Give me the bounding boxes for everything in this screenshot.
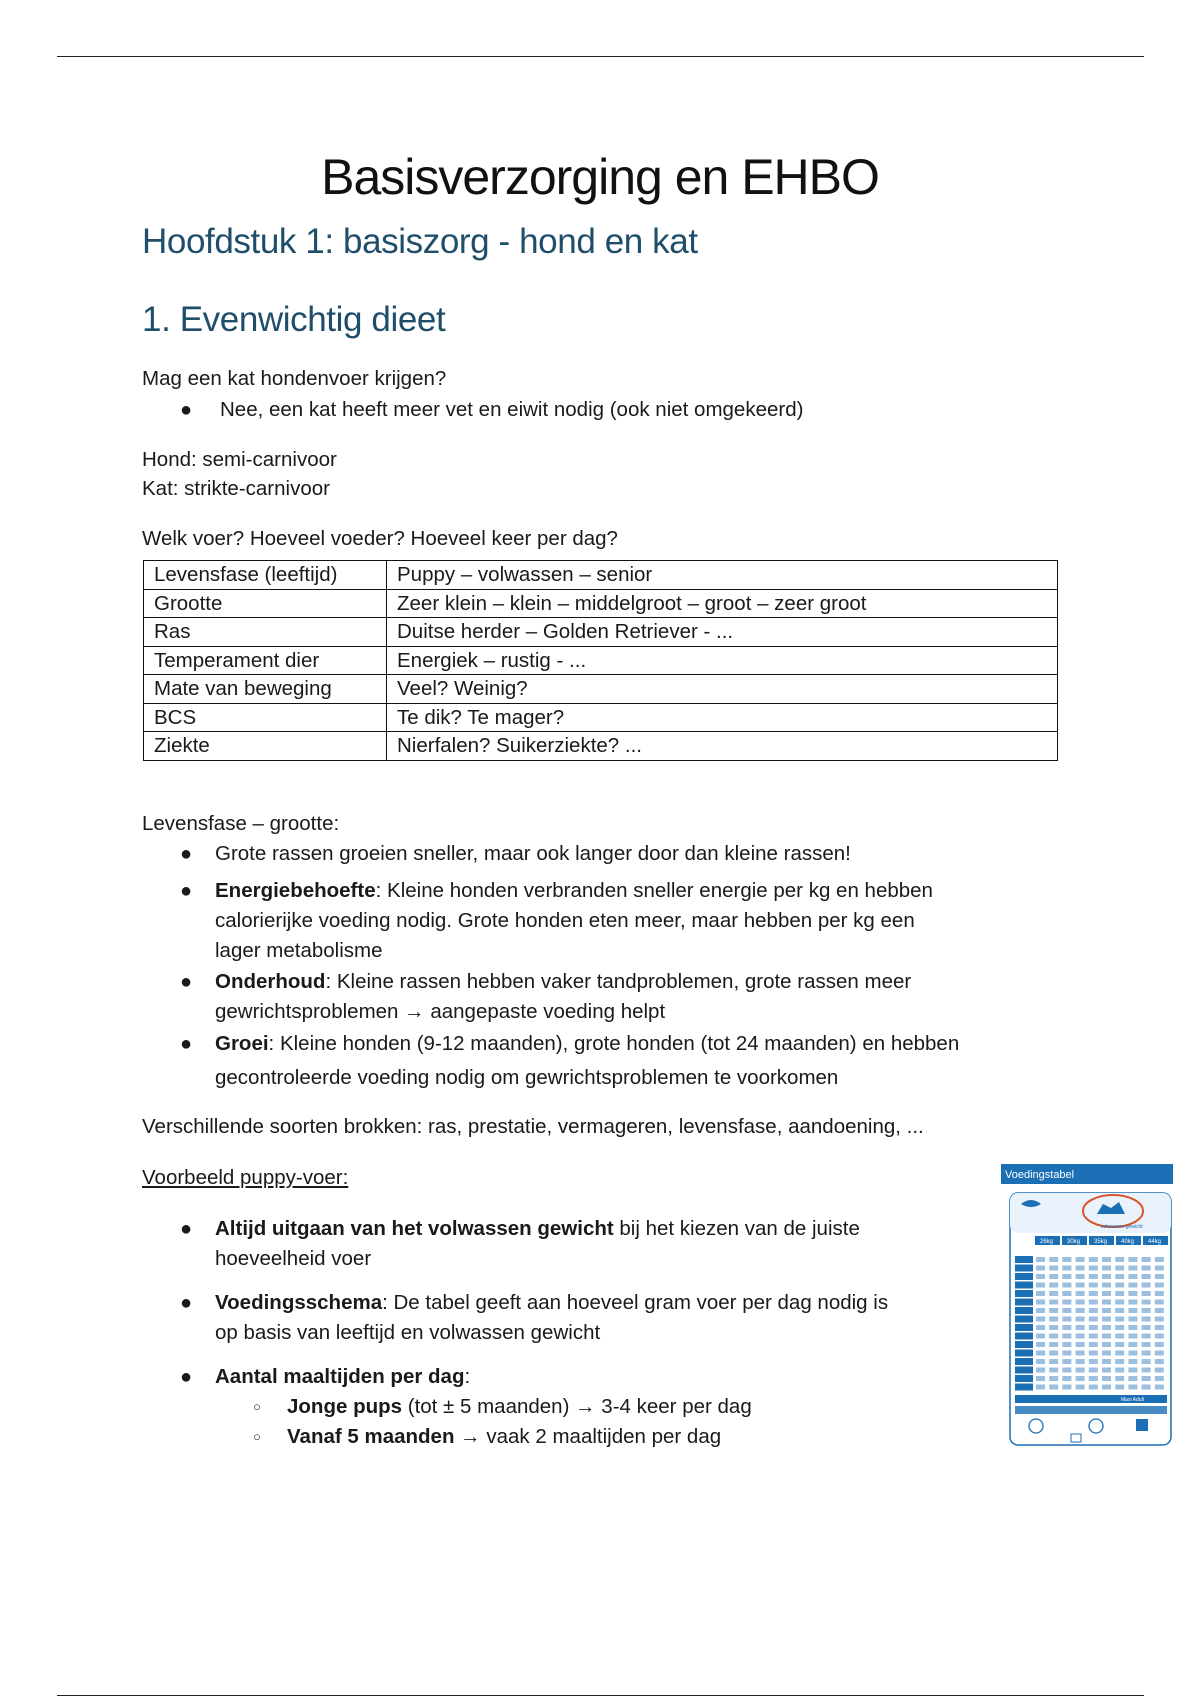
- feeding-value-cell: [1076, 1385, 1085, 1390]
- feeding-value-cell: [1115, 1368, 1124, 1373]
- table-cell-key: Grootte: [144, 589, 387, 618]
- circle-bullet-icon: ○: [253, 1429, 261, 1444]
- list-item-text: gewrichtsproblemen → aangepaste voeding helpt: [215, 1000, 666, 1023]
- feeding-value-cell: [1049, 1266, 1058, 1271]
- feeding-value-cell: [1049, 1283, 1058, 1288]
- feeding-value-cell: [1076, 1317, 1085, 1322]
- feeding-value-cell: [1036, 1342, 1045, 1347]
- feeding-value-cell: [1102, 1300, 1111, 1305]
- feeding-value-cell: [1142, 1359, 1151, 1364]
- feeding-value-cell: [1128, 1257, 1137, 1262]
- feeding-value-cell: [1049, 1300, 1058, 1305]
- list-item-text: → vaak 2 maaltijden per dag: [454, 1425, 722, 1448]
- table-cell-value: Puppy – volwassen – senior: [387, 561, 1058, 590]
- feeding-value-cell: [1115, 1334, 1124, 1339]
- feeding-value-cell: [1089, 1317, 1098, 1322]
- feeding-value-cell: [1155, 1283, 1164, 1288]
- water-icon: [1136, 1419, 1148, 1431]
- age-cell: [1015, 1307, 1033, 1314]
- list-item-text: (tot ± 5 maanden) → 3-4 keer per dag: [402, 1395, 752, 1418]
- feeding-table-title: Voedingstabel: [1005, 1169, 1075, 1181]
- table-cell-value: Te dik? Te mager?: [387, 703, 1058, 732]
- age-cell: [1015, 1299, 1033, 1306]
- feeding-value-cell: [1049, 1291, 1058, 1296]
- feeding-value-cell: [1049, 1317, 1058, 1322]
- table-cell-value: Zeer klein – klein – middelgroot – groot – zeer groot: [387, 589, 1058, 618]
- feeding-table-top: [1010, 1193, 1171, 1233]
- feeding-value-cell: [1128, 1317, 1137, 1322]
- feeding-value-cell: [1155, 1257, 1164, 1262]
- age-cell: [1015, 1341, 1033, 1348]
- list-item-text: lager metabolisme: [215, 939, 383, 962]
- feeding-value-cell: [1089, 1342, 1098, 1347]
- feeding-value-cell: [1089, 1376, 1098, 1381]
- feeding-value-cell: [1155, 1325, 1164, 1330]
- table-row: [144, 646, 1058, 675]
- bold-term: Aantal maaltijden per dag: [215, 1365, 465, 1388]
- feeding-value-cell: [1089, 1351, 1098, 1356]
- feeding-value-cell: [1102, 1283, 1111, 1288]
- feeding-value-cell: [1142, 1325, 1151, 1330]
- feeding-value-cell: [1036, 1257, 1045, 1262]
- feeding-value-cell: [1102, 1274, 1111, 1279]
- age-cell: [1015, 1324, 1033, 1331]
- feeding-value-cell: [1155, 1359, 1164, 1364]
- answer-text: Nee, een kat heeft meer vet en eiwit nodig (ook niet omgekeerd): [220, 398, 804, 421]
- feeding-value-cell: [1128, 1334, 1137, 1339]
- feeding-value-cell: [1062, 1325, 1071, 1330]
- feeding-value-cell: [1155, 1351, 1164, 1356]
- feeding-value-cell: [1062, 1300, 1071, 1305]
- kibble-types-text: Verschillende soorten brokken: ras, prestatie, vermageren, levensfase, aandoening, ...: [142, 1115, 924, 1138]
- feeding-value-cell: [1128, 1351, 1137, 1356]
- feeding-value-cell: [1062, 1385, 1071, 1390]
- feeding-value-cell: [1102, 1325, 1111, 1330]
- list-item-text: : De tabel geeft aan hoeveel gram voer per dag nodig is: [382, 1291, 889, 1314]
- feeding-value-cell: [1115, 1376, 1124, 1381]
- list-item-text: op basis van leeftijd en volwassen gewicht: [215, 1321, 601, 1344]
- footer-rule: [57, 1695, 1144, 1696]
- weight-header-label: 26kg: [1040, 1239, 1054, 1245]
- feeding-value-cell: [1036, 1291, 1045, 1296]
- feeding-value-cell: [1128, 1300, 1137, 1305]
- feeding-value-cell: [1049, 1257, 1058, 1262]
- feeding-value-cell: [1115, 1257, 1124, 1262]
- lifestage-heading: Levensfase – grootte:: [142, 812, 340, 835]
- feeding-value-cell: [1076, 1325, 1085, 1330]
- feeding-value-cell: [1115, 1317, 1124, 1322]
- cat-type-text: Kat: strikte-carnivoor: [142, 477, 330, 500]
- list-item-text: : Kleine honden (9-12 maanden), grote honden (tot 24 maanden) en hebben: [268, 1032, 960, 1055]
- feeding-value-cell: [1089, 1300, 1098, 1305]
- weight-header-label: 40kg: [1121, 1239, 1135, 1245]
- list-item-text: bij het kiezen van de juiste: [613, 1217, 860, 1240]
- feeding-value-cell: [1102, 1359, 1111, 1364]
- feeding-value-cell: [1036, 1274, 1045, 1279]
- feeding-value-cell: [1155, 1274, 1164, 1279]
- age-cell: [1015, 1316, 1033, 1323]
- feeding-value-cell: [1102, 1291, 1111, 1296]
- header-rule: [57, 56, 1144, 57]
- feeding-value-cell: [1142, 1317, 1151, 1322]
- feeding-value-cell: [1115, 1325, 1124, 1330]
- circle-bullet-icon: ○: [253, 1399, 261, 1414]
- feeding-value-cell: [1128, 1291, 1137, 1296]
- feeding-value-cell: [1115, 1266, 1124, 1271]
- age-cell: [1015, 1256, 1033, 1263]
- age-cell: [1015, 1273, 1033, 1280]
- feeding-value-cell: [1102, 1266, 1111, 1271]
- question-text: Mag een kat hondenvoer krijgen?: [142, 367, 447, 390]
- footer-label: Maxi Adult: [1121, 1397, 1145, 1403]
- feeding-value-cell: [1128, 1266, 1137, 1271]
- feeding-value-cell: [1089, 1385, 1098, 1390]
- feeding-value-cell: [1115, 1351, 1124, 1356]
- feeding-value-cell: [1128, 1325, 1137, 1330]
- feeding-value-cell: [1102, 1351, 1111, 1356]
- feeding-value-cell: [1076, 1351, 1085, 1356]
- age-cell: [1015, 1384, 1033, 1391]
- table-cell-key: Ziekte: [144, 732, 387, 761]
- table-cell-value: Nierfalen? Suikerziekte? ...: [387, 732, 1058, 761]
- age-cell: [1015, 1358, 1033, 1365]
- bullet-icon: ●: [180, 1218, 193, 1240]
- table-row: [144, 561, 1058, 590]
- feeding-value-cell: [1102, 1376, 1111, 1381]
- feeding-value-cell: [1128, 1359, 1137, 1364]
- feeding-value-cell: [1076, 1266, 1085, 1271]
- feeding-value-cell: [1089, 1334, 1098, 1339]
- feeding-value-cell: [1142, 1283, 1151, 1288]
- feeding-value-cell: [1062, 1291, 1071, 1296]
- list-item-text: Grote rassen groeien sneller, maar ook langer door dan kleine rassen!: [215, 842, 851, 865]
- chapter-heading: Hoofdstuk 1: basiszorg - hond en kat: [142, 222, 698, 261]
- bullet-icon: ●: [180, 971, 193, 993]
- feeding-value-cell: [1142, 1376, 1151, 1381]
- list-item-text: : Kleine rassen hebben vaker tandproblemen, grote rassen meer: [325, 970, 912, 993]
- feeding-value-cell: [1036, 1351, 1045, 1356]
- feeding-value-cell: [1062, 1266, 1071, 1271]
- feeding-value-cell: [1115, 1359, 1124, 1364]
- table-cell-key: BCS: [144, 703, 387, 732]
- table-row: [144, 732, 1058, 761]
- table-row: [144, 618, 1058, 647]
- feeding-value-cell: [1155, 1291, 1164, 1296]
- feeding-value-cell: [1062, 1351, 1071, 1356]
- feeding-value-cell: [1049, 1385, 1058, 1390]
- bold-term: Jonge pups: [287, 1395, 403, 1418]
- feeding-value-cell: [1142, 1308, 1151, 1313]
- age-cell: [1015, 1282, 1033, 1289]
- feeding-value-cell: [1076, 1257, 1085, 1262]
- bold-term: Groei: [215, 1032, 269, 1055]
- feeding-value-cell: [1155, 1376, 1164, 1381]
- feeding-value-cell: [1142, 1300, 1151, 1305]
- factors-table: [143, 560, 1058, 761]
- feeding-value-cell: [1142, 1266, 1151, 1271]
- age-cell: [1015, 1265, 1033, 1272]
- feeding-value-cell: [1115, 1342, 1124, 1347]
- bullet-icon: ●: [180, 843, 193, 865]
- bold-term: Altijd uitgaan van het volwassen gewicht: [215, 1217, 614, 1240]
- feeding-value-cell: [1049, 1274, 1058, 1279]
- feeding-value-cell: [1076, 1368, 1085, 1373]
- food-question-text: Welk voer? Hoeveel voeder? Hoeveel keer per dag?: [142, 527, 618, 550]
- feeding-value-cell: [1076, 1308, 1085, 1313]
- feeding-value-cell: [1115, 1291, 1124, 1296]
- bold-term: Energiebehoefte: [215, 879, 376, 902]
- feeding-value-cell: [1128, 1368, 1137, 1373]
- feeding-value-cell: [1102, 1334, 1111, 1339]
- feeding-value-cell: [1036, 1325, 1045, 1330]
- bullet-icon: ●: [180, 1033, 193, 1055]
- feeding-value-cell: [1076, 1376, 1085, 1381]
- feeding-value-cell: [1142, 1274, 1151, 1279]
- feeding-value-cell: [1102, 1342, 1111, 1347]
- feeding-value-cell: [1076, 1359, 1085, 1364]
- feeding-value-cell: [1128, 1274, 1137, 1279]
- age-cell: [1015, 1290, 1033, 1297]
- feeding-value-cell: [1115, 1308, 1124, 1313]
- feeding-value-cell: [1049, 1351, 1058, 1356]
- feeding-value-cell: [1036, 1266, 1045, 1271]
- feeding-value-cell: [1115, 1385, 1124, 1390]
- feeding-table-legend-bar: [1015, 1406, 1167, 1414]
- feeding-value-cell: [1036, 1308, 1045, 1313]
- list-item-text: calorierijke voeding nodig. Grote honden eten meer, maar hebben per kg een: [215, 909, 915, 932]
- feeding-value-cell: [1036, 1317, 1045, 1322]
- feeding-value-cell: [1076, 1300, 1085, 1305]
- feeding-value-cell: [1062, 1274, 1071, 1279]
- feeding-value-cell: [1142, 1351, 1151, 1356]
- table-cell-key: Mate van beweging: [144, 675, 387, 704]
- feeding-value-cell: [1062, 1334, 1071, 1339]
- table-row: [144, 675, 1058, 704]
- table-cell-key: Ras: [144, 618, 387, 647]
- feeding-value-cell: [1036, 1385, 1045, 1390]
- feeding-value-cell: [1102, 1317, 1111, 1322]
- bold-term: Voedingsschema: [215, 1291, 383, 1314]
- feeding-value-cell: [1142, 1291, 1151, 1296]
- feeding-value-cell: [1062, 1257, 1071, 1262]
- feeding-value-cell: [1102, 1385, 1111, 1390]
- list-item-text: hoeveelheid voer: [215, 1247, 372, 1270]
- feeding-value-cell: [1049, 1376, 1058, 1381]
- table-cell-value: Veel? Weinig?: [387, 675, 1058, 704]
- table-cell-value: Energiek – rustig - ...: [387, 646, 1058, 675]
- bullet-icon: ●: [180, 1292, 193, 1314]
- feeding-table-image: [1001, 1164, 1173, 1446]
- feeding-value-cell: [1062, 1359, 1071, 1364]
- weight-header-label: 30kg: [1067, 1239, 1081, 1245]
- age-cell: [1015, 1333, 1033, 1340]
- feeding-value-cell: [1102, 1368, 1111, 1373]
- bold-term: Onderhoud: [215, 970, 326, 993]
- age-cell: [1015, 1350, 1033, 1357]
- feeding-value-cell: [1049, 1342, 1058, 1347]
- feeding-value-cell: [1155, 1368, 1164, 1373]
- feeding-value-cell: [1089, 1274, 1098, 1279]
- feeding-value-cell: [1049, 1334, 1058, 1339]
- feeding-value-cell: [1076, 1283, 1085, 1288]
- feeding-table-footer-bar: [1015, 1395, 1167, 1403]
- feeding-value-cell: [1062, 1376, 1071, 1381]
- bullet-icon: ●: [180, 1366, 193, 1388]
- age-cell: [1015, 1375, 1033, 1382]
- table-cell-key: Levensfase (leeftijd): [144, 561, 387, 590]
- list-item-text: gecontroleerde voeding nodig om gewrichtsproblemen te voorkomen: [215, 1066, 839, 1089]
- weight-header-label: 44kg: [1148, 1239, 1162, 1245]
- feeding-value-cell: [1089, 1359, 1098, 1364]
- feeding-value-cell: [1089, 1266, 1098, 1271]
- feeding-value-cell: [1089, 1291, 1098, 1296]
- feeding-value-cell: [1089, 1368, 1098, 1373]
- feeding-value-cell: [1036, 1359, 1045, 1364]
- feeding-value-cell: [1062, 1368, 1071, 1373]
- feeding-value-cell: [1128, 1376, 1137, 1381]
- dog-type-text: Hond: semi-carnivoor: [142, 448, 337, 471]
- feeding-value-cell: [1155, 1300, 1164, 1305]
- feeding-value-cell: [1036, 1368, 1045, 1373]
- feeding-value-cell: [1142, 1342, 1151, 1347]
- feeding-value-cell: [1062, 1283, 1071, 1288]
- feeding-value-cell: [1036, 1300, 1045, 1305]
- feeding-value-cell: [1155, 1342, 1164, 1347]
- feeding-value-cell: [1155, 1385, 1164, 1390]
- feeding-value-cell: [1142, 1334, 1151, 1339]
- feeding-value-cell: [1089, 1257, 1098, 1262]
- puppy-heading: Voorbeeld puppy-voer:: [142, 1166, 349, 1189]
- feeding-value-cell: [1128, 1308, 1137, 1313]
- feeding-value-cell: [1062, 1308, 1071, 1313]
- feeding-value-cell: [1115, 1274, 1124, 1279]
- page-title: Basisverzorging en EHBO: [321, 149, 879, 205]
- feeding-value-cell: [1036, 1283, 1045, 1288]
- feeding-value-cell: [1089, 1308, 1098, 1313]
- feeding-value-cell: [1102, 1257, 1111, 1262]
- feeding-value-cell: [1115, 1300, 1124, 1305]
- feeding-value-cell: [1142, 1257, 1151, 1262]
- section-heading: 1. Evenwichtig dieet: [142, 300, 446, 339]
- age-cell: [1015, 1367, 1033, 1374]
- table-cell-key: Temperament dier: [144, 646, 387, 675]
- feeding-value-cell: [1128, 1342, 1137, 1347]
- bullet-icon: ●: [180, 399, 193, 421]
- feeding-value-cell: [1142, 1368, 1151, 1373]
- feeding-value-cell: [1155, 1317, 1164, 1322]
- feeding-value-cell: [1128, 1283, 1137, 1288]
- list-item-text: :: [464, 1365, 471, 1388]
- feeding-value-cell: [1142, 1385, 1151, 1390]
- feeding-value-cell: [1076, 1291, 1085, 1296]
- feeding-value-cell: [1102, 1308, 1111, 1313]
- feeding-value-cell: [1076, 1342, 1085, 1347]
- feeding-value-cell: [1049, 1308, 1058, 1313]
- feeding-value-cell: [1036, 1376, 1045, 1381]
- bold-term: Vanaf 5 maanden: [287, 1425, 455, 1448]
- feeding-value-cell: [1062, 1317, 1071, 1322]
- feeding-value-cell: [1089, 1283, 1098, 1288]
- feeding-value-cell: [1089, 1325, 1098, 1330]
- table-cell-value: Duitse herder – Golden Retriever - ...: [387, 618, 1058, 647]
- feeding-value-cell: [1076, 1274, 1085, 1279]
- weight-header-label: 35kg: [1094, 1239, 1108, 1245]
- feeding-value-cell: [1049, 1359, 1058, 1364]
- bullet-icon: ●: [180, 880, 193, 902]
- feeding-value-cell: [1155, 1266, 1164, 1271]
- feeding-value-cell: [1128, 1385, 1137, 1390]
- feeding-value-cell: [1155, 1334, 1164, 1339]
- feeding-value-cell: [1049, 1368, 1058, 1373]
- list-item-text: : Kleine honden verbranden sneller energie per kg en hebben: [375, 879, 933, 902]
- feeding-value-cell: [1076, 1334, 1085, 1339]
- weight-label: volwassen gewicht: [1101, 1224, 1143, 1230]
- table-row: [144, 589, 1058, 618]
- feeding-value-cell: [1062, 1342, 1071, 1347]
- table-row: [144, 703, 1058, 732]
- feeding-value-cell: [1115, 1283, 1124, 1288]
- feeding-value-cell: [1036, 1334, 1045, 1339]
- feeding-value-cell: [1049, 1325, 1058, 1330]
- feeding-value-cell: [1155, 1308, 1164, 1313]
